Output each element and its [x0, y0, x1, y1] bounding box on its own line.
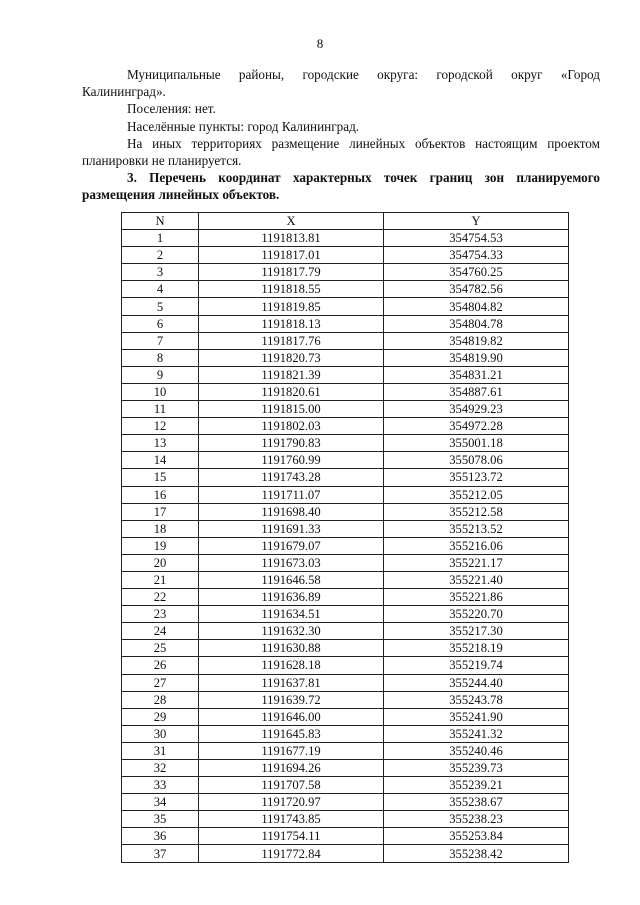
- table-row: [122, 230, 569, 247]
- table-row: [122, 383, 569, 400]
- cell-x: 1191628.18: [199, 657, 384, 674]
- cell-y: 355212.05: [384, 486, 569, 503]
- table-row: [122, 657, 569, 674]
- paragraph-other-territories-cont: планировки не планируется.: [82, 153, 242, 169]
- cell-x: 1191743.28: [199, 469, 384, 486]
- cell-y: 355253.84: [384, 828, 569, 845]
- table-row: [122, 811, 569, 828]
- body-text: [82, 66, 600, 204]
- cell-y: 355221.40: [384, 571, 569, 588]
- cell-n: 30: [122, 725, 199, 742]
- cell-n: 23: [122, 606, 199, 623]
- cell-x: 1191817.76: [199, 332, 384, 349]
- cell-n: 12: [122, 418, 199, 435]
- header-y: Y: [384, 213, 569, 230]
- cell-n: 5: [122, 298, 199, 315]
- cell-x: 1191818.55: [199, 281, 384, 298]
- table-row: [122, 281, 569, 298]
- cell-n: 6: [122, 315, 199, 332]
- paragraph-localities: Населённые пункты: город Калининград.: [127, 118, 360, 134]
- table-row: [122, 777, 569, 794]
- cell-y: 355221.86: [384, 589, 569, 606]
- cell-n: 13: [122, 435, 199, 452]
- cell-x: 1191772.84: [199, 845, 384, 862]
- cell-n: 28: [122, 691, 199, 708]
- section-heading-cont: размещения линейных объектов.: [82, 187, 280, 203]
- paragraph-municipal-districts-cont: Калининград».: [82, 84, 166, 100]
- table-row: [122, 640, 569, 657]
- cell-n: 36: [122, 828, 199, 845]
- table-row: [122, 298, 569, 315]
- cell-x: 1191760.99: [199, 452, 384, 469]
- cell-x: 1191802.03: [199, 418, 384, 435]
- cell-y: 354782.56: [384, 281, 569, 298]
- cell-y: 355213.52: [384, 520, 569, 537]
- cell-n: 34: [122, 794, 199, 811]
- table-row: [122, 537, 569, 554]
- cell-y: 355241.32: [384, 725, 569, 742]
- table-header-row: [122, 213, 569, 230]
- cell-n: 2: [122, 247, 199, 264]
- cell-x: 1191646.00: [199, 708, 384, 725]
- cell-n: 35: [122, 811, 199, 828]
- table-row: [122, 264, 569, 281]
- cell-n: 16: [122, 486, 199, 503]
- cell-y: 355221.17: [384, 554, 569, 571]
- cell-n: 14: [122, 452, 199, 469]
- cell-x: 1191630.88: [199, 640, 384, 657]
- cell-n: 7: [122, 332, 199, 349]
- cell-n: 21: [122, 571, 199, 588]
- cell-n: 11: [122, 401, 199, 418]
- cell-y: 355218.19: [384, 640, 569, 657]
- cell-x: 1191691.33: [199, 520, 384, 537]
- table-row: [122, 571, 569, 588]
- cell-x: 1191646.58: [199, 571, 384, 588]
- cell-y: 355216.06: [384, 537, 569, 554]
- cell-x: 1191813.81: [199, 230, 384, 247]
- cell-n: 24: [122, 623, 199, 640]
- cell-y: 355078.06: [384, 452, 569, 469]
- cell-y: 355123.72: [384, 469, 569, 486]
- cell-n: 4: [122, 281, 199, 298]
- cell-x: 1191820.61: [199, 383, 384, 400]
- table-row: [122, 845, 569, 862]
- cell-n: 9: [122, 366, 199, 383]
- cell-x: 1191694.26: [199, 760, 384, 777]
- cell-n: 27: [122, 674, 199, 691]
- table-row: [122, 503, 569, 520]
- cell-x: 1191707.58: [199, 777, 384, 794]
- cell-x: 1191743.85: [199, 811, 384, 828]
- table-row: [122, 828, 569, 845]
- cell-y: 355244.40: [384, 674, 569, 691]
- cell-x: 1191819.85: [199, 298, 384, 315]
- cell-y: 355212.58: [384, 503, 569, 520]
- header-x: X: [199, 213, 384, 230]
- cell-x: 1191820.73: [199, 349, 384, 366]
- header-n: N: [122, 213, 199, 230]
- cell-n: 20: [122, 554, 199, 571]
- cell-n: 29: [122, 708, 199, 725]
- cell-y: 355239.21: [384, 777, 569, 794]
- cell-y: 354804.78: [384, 315, 569, 332]
- cell-y: 355240.46: [384, 742, 569, 759]
- cell-n: 22: [122, 589, 199, 606]
- table-row: [122, 520, 569, 537]
- cell-y: 354754.53: [384, 230, 569, 247]
- cell-x: 1191790.83: [199, 435, 384, 452]
- cell-x: 1191673.03: [199, 554, 384, 571]
- cell-x: 1191720.97: [199, 794, 384, 811]
- page-number: 8: [316, 36, 324, 51]
- cell-x: 1191679.07: [199, 537, 384, 554]
- cell-n: 25: [122, 640, 199, 657]
- table-row: [122, 554, 569, 571]
- table-body: [122, 230, 569, 862]
- cell-y: 355243.78: [384, 691, 569, 708]
- cell-y: 355238.42: [384, 845, 569, 862]
- cell-y: 355239.73: [384, 760, 569, 777]
- cell-n: 17: [122, 503, 199, 520]
- coordinates-table: [121, 212, 569, 863]
- cell-x: 1191636.89: [199, 589, 384, 606]
- table-row: [122, 691, 569, 708]
- table-row: [122, 247, 569, 264]
- cell-n: 37: [122, 845, 199, 862]
- table-row: [122, 708, 569, 725]
- cell-y: 355219.74: [384, 657, 569, 674]
- cell-x: 1191645.83: [199, 725, 384, 742]
- cell-x: 1191817.01: [199, 247, 384, 264]
- cell-n: 31: [122, 742, 199, 759]
- table-row: [122, 418, 569, 435]
- cell-x: 1191818.13: [199, 315, 384, 332]
- cell-x: 1191754.11: [199, 828, 384, 845]
- cell-x: 1191632.30: [199, 623, 384, 640]
- cell-y: 354804.82: [384, 298, 569, 315]
- table-row: [122, 623, 569, 640]
- paragraph-municipal-districts: Муниципальные районы, городские округа: городской округ «Город: [127, 67, 600, 82]
- cell-x: 1191698.40: [199, 503, 384, 520]
- cell-x: 1191634.51: [199, 606, 384, 623]
- cell-y: 355217.30: [384, 623, 569, 640]
- cell-n: 8: [122, 349, 199, 366]
- cell-y: 354760.25: [384, 264, 569, 281]
- cell-x: 1191815.00: [199, 401, 384, 418]
- cell-x: 1191677.19: [199, 742, 384, 759]
- cell-n: 32: [122, 760, 199, 777]
- cell-n: 1: [122, 230, 199, 247]
- cell-y: 354887.61: [384, 383, 569, 400]
- cell-x: 1191817.79: [199, 264, 384, 281]
- cell-y: 354819.90: [384, 349, 569, 366]
- table-row: [122, 315, 569, 332]
- cell-y: 354819.82: [384, 332, 569, 349]
- cell-y: 355001.18: [384, 435, 569, 452]
- cell-y: 354831.21: [384, 366, 569, 383]
- cell-x: 1191639.72: [199, 691, 384, 708]
- section-heading: 3. Перечень координат характерных точек границ зон планируемого: [127, 170, 600, 186]
- cell-y: 354929.23: [384, 401, 569, 418]
- coordinates-table-container: [121, 212, 568, 863]
- table-row: [122, 435, 569, 452]
- cell-y: 354754.33: [384, 247, 569, 264]
- table-row: [122, 332, 569, 349]
- table-row: [122, 760, 569, 777]
- cell-x: 1191637.81: [199, 674, 384, 691]
- table-row: [122, 401, 569, 418]
- cell-n: 10: [122, 383, 199, 400]
- cell-n: 26: [122, 657, 199, 674]
- cell-y: 355238.23: [384, 811, 569, 828]
- table-row: [122, 366, 569, 383]
- table-row: [122, 742, 569, 759]
- cell-n: 33: [122, 777, 199, 794]
- table-row: [122, 589, 569, 606]
- table-row: [122, 349, 569, 366]
- table-row: [122, 486, 569, 503]
- cell-y: 355241.90: [384, 708, 569, 725]
- table-row: [122, 469, 569, 486]
- table-row: [122, 725, 569, 742]
- table-row: [122, 674, 569, 691]
- cell-y: 355220.70: [384, 606, 569, 623]
- paragraph-other-territories: На иных территориях размещение линейных объектов настоящим проектом: [127, 135, 600, 151]
- cell-n: 19: [122, 537, 199, 554]
- cell-x: 1191821.39: [199, 366, 384, 383]
- table-row: [122, 606, 569, 623]
- paragraph-settlements: Поселения: нет.: [127, 101, 216, 117]
- cell-n: 18: [122, 520, 199, 537]
- table-row: [122, 452, 569, 469]
- cell-n: 3: [122, 264, 199, 281]
- table-row: [122, 794, 569, 811]
- cell-n: 15: [122, 469, 199, 486]
- cell-x: 1191711.07: [199, 486, 384, 503]
- cell-y: 354972.28: [384, 418, 569, 435]
- cell-y: 355238.67: [384, 794, 569, 811]
